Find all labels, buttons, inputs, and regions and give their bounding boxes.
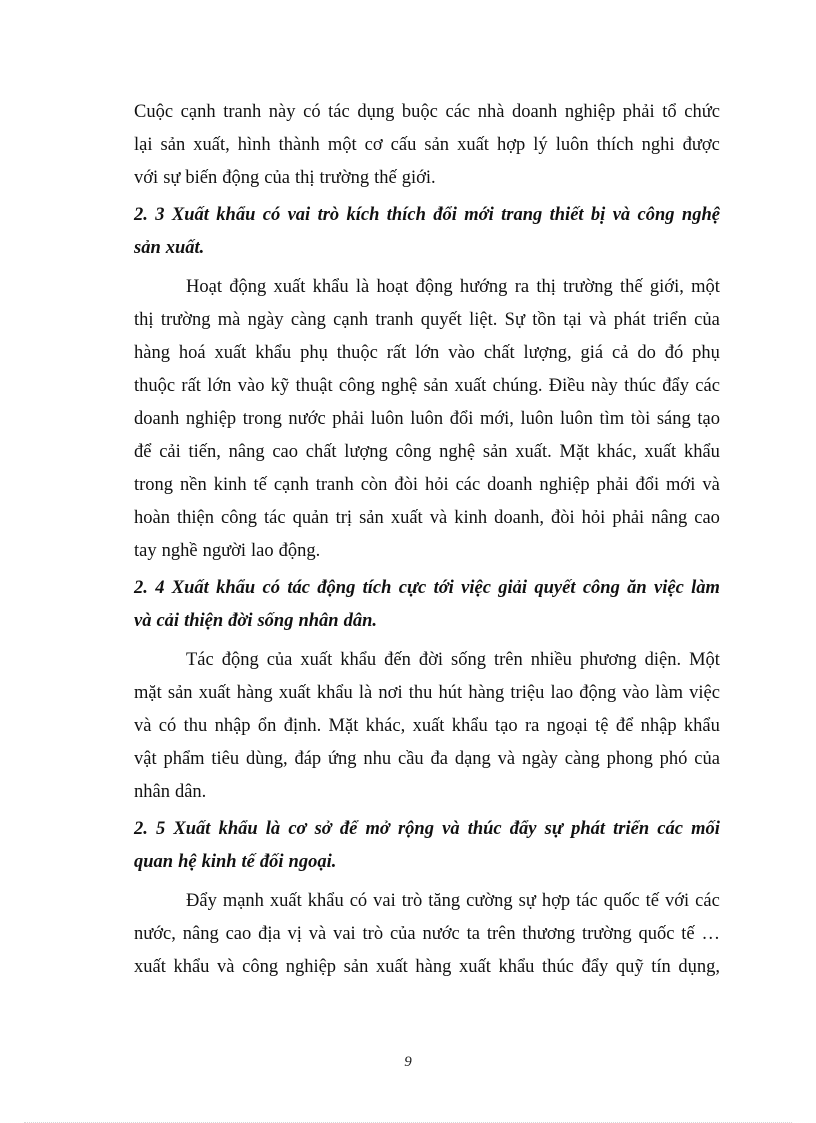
body-paragraph [134, 644, 720, 809]
text-line: hàng hoá xuất khẩu phụ thuộc rất lớn vào chất lượng, giá cả do đó phụ [134, 343, 720, 363]
text-line: hoàn thiện công tác quản trị sản xuất và kinh doanh, đòi hỏi phải nâng cao [134, 508, 720, 528]
section-heading [134, 813, 720, 879]
heading-line: 2. 3 Xuất khẩu có vai trò kích thích đổi mới trang thiết bị và công nghệ [134, 205, 720, 225]
text-line: vật phẩm tiêu dùng, đáp ứng nhu cầu đa dạng và ngày càng phong phó của [134, 749, 720, 769]
heading-line: và cải thiện đời sống nhân dân. [134, 611, 378, 631]
text-line: và có thu nhập ổn định. Mặt khác, xuất khẩu tạo ra ngoại tệ để nhập khẩu [134, 716, 720, 736]
text-line: nước, nâng cao địa vị và vai trò của nước ta trên thương trường quốc tế … [134, 924, 720, 944]
text-line: xuất khẩu và công nghiệp sản xuất hàng xuất khẩu thúc đẩy quỹ tín dụng, [134, 957, 720, 977]
text-line: tay nghề người lao động. [134, 541, 321, 561]
text-line: Cuộc cạnh tranh này có tác dụng buộc các nhà doanh nghiệp phải tổ chức [134, 102, 720, 122]
page-number: 9 [404, 1054, 412, 1070]
body-paragraph [134, 96, 720, 195]
text-line: thuộc rất lớn vào kỹ thuật công nghệ sản xuất chúng. Điều này thúc đẩy các [134, 376, 720, 396]
heading-line: quan hệ kinh tế đối ngoại. [134, 852, 337, 872]
text-line: nhân dân. [134, 782, 207, 802]
text-line: với sự biến động của thị trường thế giới. [134, 168, 436, 188]
text-line: lại sản xuất, hình thành một cơ cấu sản xuất hợp lý luôn thích nghi được [134, 135, 720, 155]
section-heading [134, 199, 720, 265]
text-line: Hoạt động xuất khẩu là hoạt động hướng ra thị trường thế giới, một [186, 277, 720, 297]
heading-line: 2. 4 Xuất khẩu có tác động tích cực tới việc giải quyết công ăn việc làm [134, 578, 720, 598]
text-line: mặt sản xuất hàng xuất khẩu là nơi thu hút hàng triệu lao động vào làm việc [134, 683, 720, 703]
body-paragraph [134, 271, 720, 568]
text-line: thị trường mà ngày càng cạnh tranh quyết liệt. Sự tồn tại và phát triển của [134, 310, 720, 330]
text-line: để cải tiến, nâng cao chất lượng công nghệ sản xuất. Mặt khác, xuất khẩu [134, 442, 720, 462]
text-line: Tác động của xuất khẩu đến đời sống trên nhiều phương diện. Một [186, 650, 720, 670]
heading-line: sản xuất. [134, 238, 205, 258]
body-paragraph [134, 885, 720, 984]
section-heading [134, 572, 720, 638]
heading-line: 2. 5 Xuất khẩu là cơ sở để mở rộng và thúc đẩy sự phát triển các mối [134, 819, 720, 839]
text-line: trong nền kinh tế cạnh tranh còn đòi hỏi các doanh nghiệp phải đổi mới và [134, 475, 720, 495]
document-body [134, 96, 720, 988]
text-line: Đẩy mạnh xuất khẩu có vai trò tăng cường sự hợp tác quốc tế với các [186, 891, 720, 911]
text-line: doanh nghiệp trong nước phải luôn luôn đổi mới, luôn luôn tìm tòi sáng tạo [134, 409, 720, 429]
